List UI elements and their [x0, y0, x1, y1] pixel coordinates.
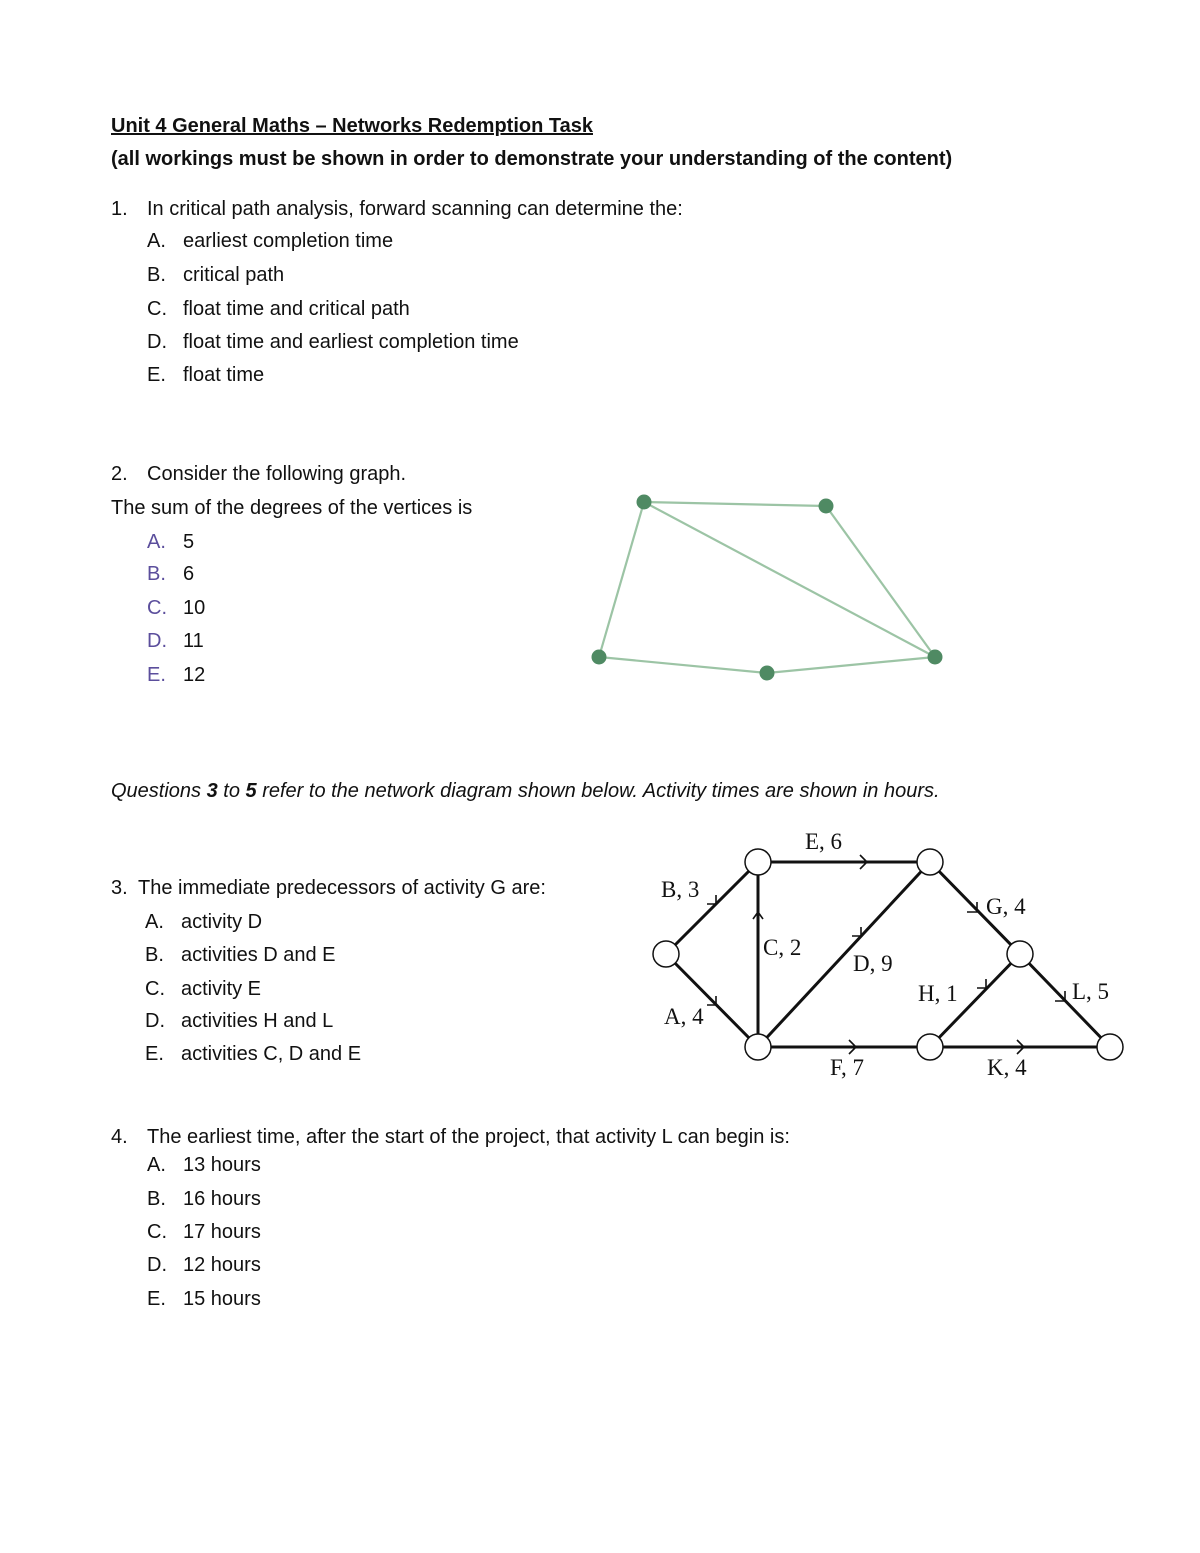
- intro-text: Questions: [111, 780, 207, 802]
- option-text: earliest completion time: [183, 230, 394, 252]
- q3-option-c: [145, 977, 261, 1001]
- question-1: [111, 197, 683, 221]
- question-number: 1.: [111, 198, 128, 220]
- intro-bold: 3: [206, 780, 218, 802]
- option-letter: A.: [145, 911, 164, 933]
- option-text: critical path: [183, 264, 285, 286]
- node-5: [1007, 941, 1033, 967]
- q2-option-c: [147, 596, 205, 620]
- q1-option-e: [147, 363, 264, 387]
- q4-option-e: [147, 1287, 261, 1311]
- option-text: activities C, D and E: [181, 1043, 362, 1065]
- question-3: [111, 876, 546, 900]
- node-3: [745, 1034, 771, 1060]
- node-4: [917, 849, 943, 875]
- graph-edge: [599, 502, 644, 657]
- graph-edge: [826, 506, 935, 657]
- option-letter: D.: [145, 1010, 165, 1032]
- intro-bold: 5: [245, 780, 257, 802]
- label-c: C, 2: [763, 935, 802, 960]
- option-text: activities H and L: [181, 1010, 334, 1032]
- node-2: [745, 849, 771, 875]
- graph-edge: [644, 502, 826, 506]
- question-text: In critical path analysis, forward scanning can determine the:: [147, 198, 683, 220]
- questions-3-5-intro: [111, 779, 940, 803]
- option-letter: E.: [147, 364, 166, 386]
- graph-edge: [599, 657, 767, 673]
- q1-option-d: [147, 330, 519, 354]
- option-text: activity E: [181, 978, 262, 1000]
- question-text: The earliest time, after the start of the project, that activity L can begin is:: [147, 1126, 790, 1148]
- document-title: Unit 4 General Maths – Networks Redemption Task: [111, 115, 593, 137]
- option-letter: B.: [145, 944, 164, 966]
- q3-option-d: [145, 1009, 333, 1033]
- option-text: 11: [183, 630, 204, 652]
- option-text: 5: [183, 531, 195, 553]
- q1-option-b: [147, 263, 284, 287]
- intro-text: to: [217, 780, 246, 802]
- degree-graph: [580, 485, 960, 690]
- question-text: Consider the following graph.: [147, 463, 407, 485]
- option-text: activity D: [181, 911, 263, 933]
- option-letter: A.: [147, 230, 166, 252]
- q3-option-e: [145, 1042, 361, 1066]
- node-6: [917, 1034, 943, 1060]
- graph-edge: [644, 502, 935, 657]
- intro-text: refer to the network diagram shown below. Activity times are shown in hours.: [256, 780, 940, 802]
- label-g: G, 4: [986, 894, 1026, 919]
- q4-option-d: [147, 1253, 261, 1277]
- graph-vertex: [592, 650, 607, 665]
- q2-option-a: [147, 530, 194, 554]
- activity-network-diagram: [650, 822, 1130, 1082]
- option-letter: A.: [147, 1154, 166, 1176]
- label-f: F, 7: [830, 1055, 864, 1080]
- option-letter: E.: [147, 1288, 166, 1310]
- q4-option-c: [147, 1220, 261, 1244]
- option-letter: B.: [147, 563, 166, 585]
- option-text: 16 hours: [183, 1188, 261, 1210]
- option-letter: C.: [147, 1221, 167, 1243]
- q3-option-a: [145, 910, 262, 934]
- q4-option-b: [147, 1187, 261, 1211]
- option-text: 10: [183, 597, 206, 619]
- label-k: K, 4: [987, 1055, 1027, 1080]
- option-text: 12: [183, 664, 206, 686]
- q2-option-b: [147, 562, 194, 586]
- graph-edge: [767, 657, 935, 673]
- option-letter: B.: [147, 264, 166, 286]
- q2-option-d: [147, 629, 204, 653]
- graph-vertex: [819, 499, 834, 514]
- question-4: [111, 1125, 790, 1149]
- graph-vertex: [928, 650, 943, 665]
- option-letter: E.: [145, 1043, 164, 1065]
- option-letter: D.: [147, 1254, 167, 1276]
- option-text: float time and earliest completion time: [183, 331, 519, 353]
- question-text: The immediate predecessors of activity G are:: [138, 877, 546, 899]
- question-2: [111, 462, 406, 486]
- document-subtitle: (all workings must be shown in order to demonstrate your understanding of the content): [111, 148, 953, 170]
- label-h: H, 1: [918, 981, 958, 1006]
- label-d: D, 9: [853, 951, 893, 976]
- option-text: 13 hours: [183, 1154, 261, 1176]
- option-letter: C.: [145, 978, 165, 1000]
- option-letter: D.: [147, 331, 167, 353]
- question-number: 2.: [111, 463, 128, 485]
- graph-vertex: [760, 666, 775, 681]
- option-text: 17 hours: [183, 1221, 261, 1243]
- label-b: B, 3: [661, 877, 700, 902]
- q2-option-e: [147, 663, 205, 687]
- q4-option-a: [147, 1153, 261, 1177]
- q1-option-c: [147, 297, 410, 321]
- option-letter: A.: [147, 531, 166, 553]
- graph-vertex: [637, 495, 652, 510]
- option-text: 6: [183, 563, 195, 585]
- option-letter: B.: [147, 1188, 166, 1210]
- question-number: 3.: [111, 877, 128, 899]
- option-text: float time and critical path: [183, 298, 410, 320]
- option-letter: C.: [147, 298, 167, 320]
- option-letter: D.: [147, 630, 167, 652]
- option-letter: C.: [147, 597, 167, 619]
- label-l: L, 5: [1072, 979, 1110, 1004]
- node-1: [653, 941, 679, 967]
- label-a: A, 4: [664, 1004, 704, 1029]
- option-text: activities D and E: [181, 944, 336, 966]
- label-e: E, 6: [805, 829, 843, 854]
- option-letter: E.: [147, 664, 166, 686]
- option-text: 15 hours: [183, 1288, 261, 1310]
- node-7: [1097, 1034, 1123, 1060]
- q3-option-b: [145, 943, 336, 967]
- option-text: 12 hours: [183, 1254, 261, 1276]
- question-number: 4.: [111, 1126, 128, 1148]
- option-text: float time: [183, 364, 265, 386]
- q1-option-a: [147, 229, 393, 253]
- question-2-prompt: The sum of the degrees of the vertices is: [111, 497, 473, 519]
